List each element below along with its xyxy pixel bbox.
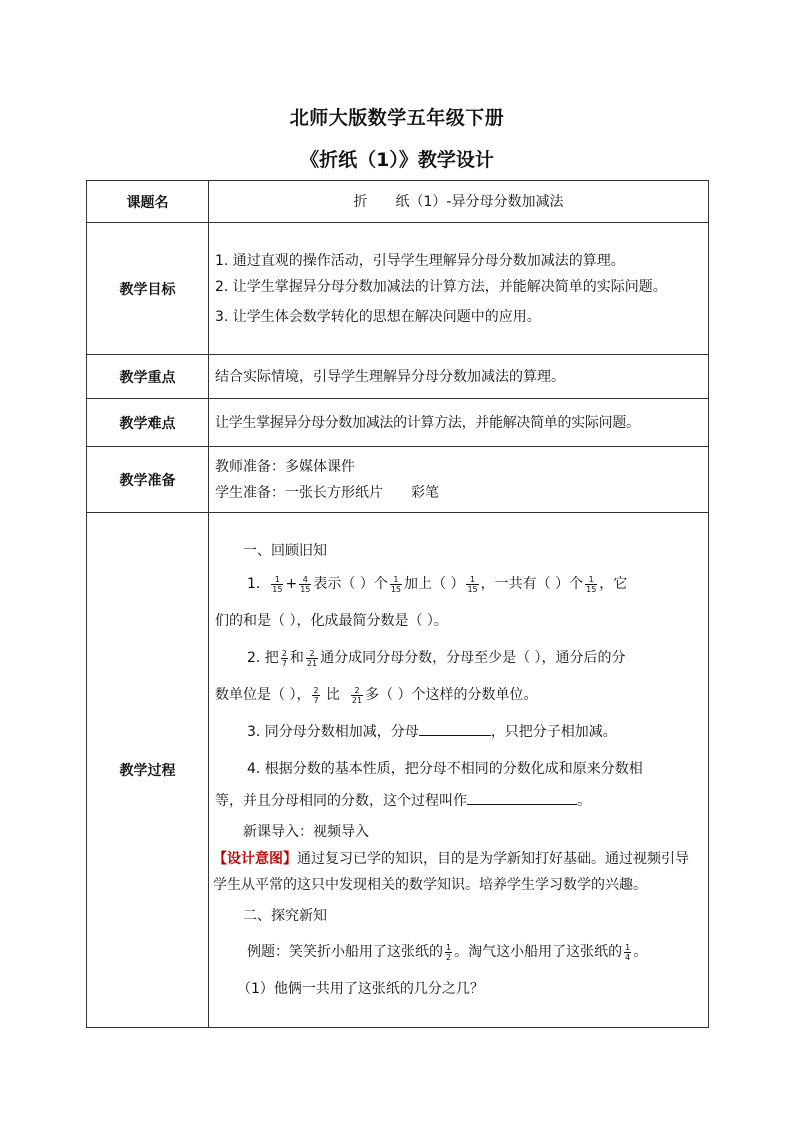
question-text: 2. 把 [247,650,279,666]
fraction: $\frac{2}{7}$ [281,648,287,668]
fraction: $\frac{4}{15}$ [300,574,311,594]
table-row [87,223,709,355]
row-label-prep: 教学准备 [87,447,209,513]
row-label-key: 教学重点 [87,355,209,399]
goals-content [209,223,709,355]
table-row [87,355,709,399]
fraction: $\frac{2}{7}$ [313,685,319,705]
answer-blank[interactable] [419,721,491,736]
question-1 [215,566,702,603]
plus-sign: + [285,576,298,592]
row-label-process: 教学过程 [87,513,209,1028]
fraction: $\frac{1}{4}$ [625,942,631,962]
fraction: $\frac{2}{21}$ [306,648,318,668]
question-text: ，只把分子相加减。 [490,724,617,740]
question-text: 。 [577,793,591,809]
row-label-difficulty: 教学难点 [87,399,209,447]
question-4: 4. 根据分数的基本性质，把分母不相同的分数化成和原来分数相 [247,761,643,777]
goal-item: 2. 让学生掌握异分母分数加减法的计算方法，并能解决简单的实际问题。 [215,278,667,295]
question-2-line-2 [215,677,702,714]
prep-student: 学生准备：一张长方形纸片 彩笔 [215,484,439,501]
row-label-topic: 课题名 [87,181,209,223]
table-row [87,513,709,1028]
question-text: 等，并且分母相同的分数，这个过程叫作 [215,793,467,809]
design-intent-text: 通过复习已学的知识，目的是为学新知打好基础。通过视频引导学生从平常的这只中发现相关的数学知识。培养学生学习数学的兴趣。 [213,851,689,893]
question-3 [215,714,702,751]
process-content [209,513,709,1028]
question-text: ，一共有（ ）个 [480,576,584,592]
question-text: 数单位是（ ）， [215,687,311,703]
question-4-line-2 [215,788,702,818]
question-text: 。 [633,944,648,960]
sub-question-1: （1）他俩一共用了这张纸的几分之几？ [237,981,484,997]
question-text: 多（ ）个这样的分数单位。 [365,687,538,703]
lesson-plan-table [86,180,709,1028]
question-number: 1. [247,576,261,592]
section-heading: 一、回顾旧知 [243,543,327,559]
answer-blank[interactable] [467,790,577,805]
prep-teacher: 教师准备：多媒体课件 [215,458,355,475]
document-title: 北师大版数学五年级下册 [289,107,505,129]
question-text: 和 [289,650,304,666]
question-text: ，它 [599,576,628,592]
question-text: 表示（ ）个 [313,576,388,592]
fraction: $\frac{2}{21}$ [351,685,363,705]
example-problem [215,934,702,971]
difficulty-value: 让学生掌握异分母分数加减法的计算方法，并能解决简单的实际问题。 [209,399,709,447]
question-text: 通分成同分母分数，分母至少是（ ），通分后的分 [320,650,626,666]
table-row [87,447,709,513]
table-row [87,181,709,223]
prep-content [209,447,709,513]
fraction: $\frac{1}{15}$ [586,574,597,594]
question-1-line-2: 们的和是（ ），化成最简分数是（ ）。 [215,613,448,629]
section-heading: 二、探究新知 [243,908,327,924]
goal-item: 1. 通过直观的操作活动，引导学生理解异分母分数加减法的算理。 [215,252,625,269]
design-intent-tag: 【设计意图】 [213,851,297,867]
fraction: $\frac{1}{15}$ [390,574,402,594]
question-text: 比 [321,687,349,703]
design-intent [213,846,702,898]
question-text: 例题：笑笑折小船用了这张纸的 [247,944,443,960]
question-text: 3. 同分母分数相加减，分母 [247,724,419,740]
row-label-goals: 教学目标 [87,223,209,355]
document-subtitle: 《折纸（1）》教学设计 [300,149,494,171]
fraction: $\frac{1}{15}$ [467,574,478,594]
fraction: $\frac{1}{15}$ [272,574,283,594]
goal-item: 3. 让学生体会数学转化的思想在解决问题中的应用。 [215,308,541,325]
fraction: $\frac{1}{2}$ [446,942,452,962]
question-2 [215,640,702,677]
new-lesson-intro: 新课导入：视频导入 [243,824,369,840]
key-value: 结合实际情境，引导学生理解异分母分数加减法的算理。 [209,355,709,399]
question-text: 。淘气这小船用了这张纸的 [454,944,623,960]
topic-value: 折 纸（1）-异分母分数加减法 [209,181,709,223]
table-row [87,399,709,447]
question-text: 加上（ ） [404,576,465,592]
